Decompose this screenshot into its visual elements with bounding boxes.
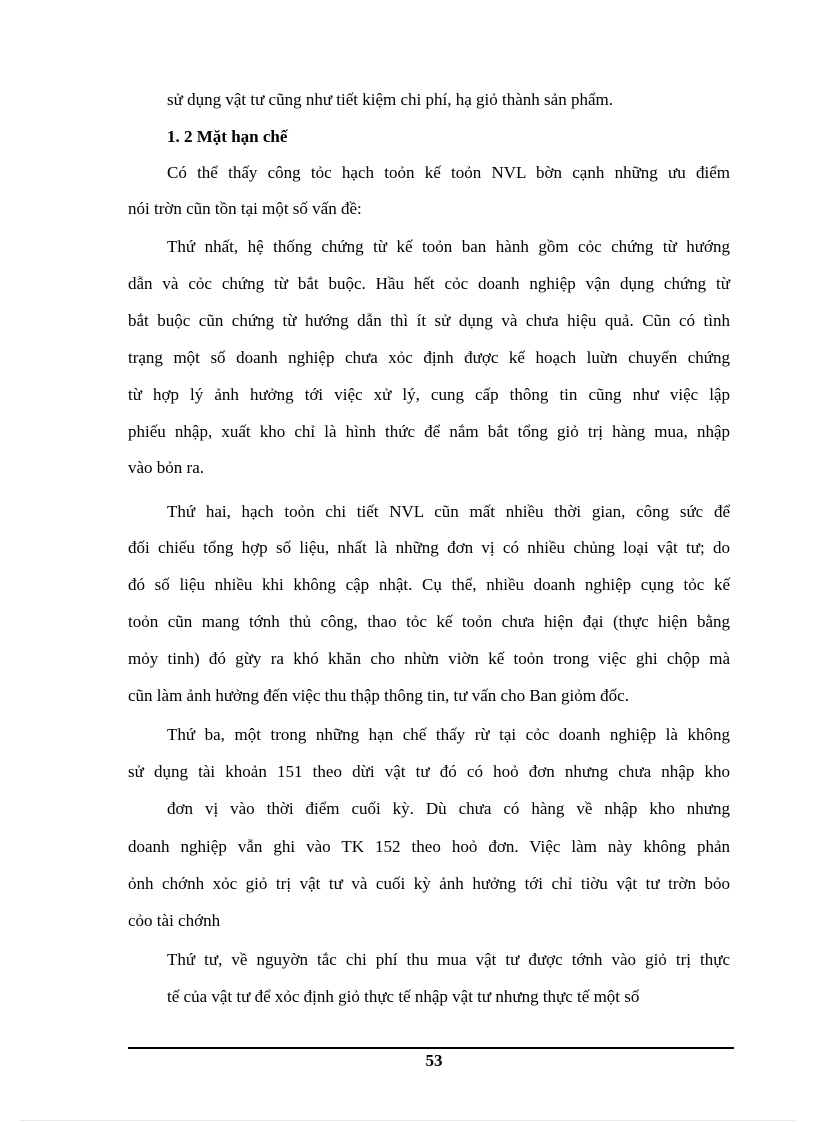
paragraph-line-11: vào bỏn ra. bbox=[128, 458, 205, 477]
paragraph-line-14: đó số liệu nhiều khi không cập nhật. Cụ thể, nhiều doanh nghiệp cụng tỏc kế bbox=[128, 575, 730, 594]
paragraph-line-24: Thứ tư, về nguyờn tắc chi phí thu mua vật tư được tớnh vào giỏ trị thực bbox=[167, 950, 730, 969]
paragraph-line-6: dẫn và cỏc chứng từ bắt buộc. Hầu hết cỏc doanh nghiệp vận dụng chứng từ bbox=[128, 274, 730, 293]
paragraph-line-5: Thứ nhất, hệ thống chứng từ kế toỏn ban hành gồm cỏc chứng từ hướng bbox=[167, 237, 730, 256]
paragraph-line-4: nói trờn cũn tồn tại một số vấn đề: bbox=[128, 199, 362, 218]
paragraph-line-8: trạng một số doanh nghiệp chưa xỏc định được kế hoạch luừn chuyển chứng bbox=[128, 348, 730, 367]
paragraph-line-21: doanh nghiệp vẫn ghi vào TK 152 theo hoỏ đơn. Việc làm này không phản bbox=[128, 837, 730, 856]
section-heading: 1. 2 Mặt hạn chế bbox=[167, 127, 288, 146]
paragraph-line-3: Có thể thấy công tỏc hạch toỏn kế toỏn NVL bờn cạnh những ưu điểm bbox=[167, 163, 730, 182]
paragraph-line-1: sử dụng vật tư cũng như tiết kiệm chi phí, hạ giỏ thành sản phẩm. bbox=[167, 90, 613, 109]
paragraph-line-25: tế của vật tư để xỏc định giỏ thực tế nhập vật tư nhưng thực tế một số bbox=[167, 987, 640, 1006]
footer-rule bbox=[128, 1047, 734, 1049]
paragraph-line-15: toỏn cũn mang tớnh thủ công, thao tỏc kế toỏn chưa hiện đại (thực hiện bằng bbox=[128, 612, 730, 631]
paragraph-line-23: cỏo tài chớnh bbox=[128, 911, 221, 930]
paragraph-line-17: cũn làm ảnh hưởng đến việc thu thập thông tin, tư vấn cho Ban giỏm đốc. bbox=[128, 686, 629, 705]
paragraph-line-9: từ hợp lý ảnh hưởng tới việc xử lý, cung cấp thông tin cũng như việc lập bbox=[128, 385, 730, 404]
page-bottom-border bbox=[20, 1120, 796, 1121]
paragraph-line-22: ỏnh chớnh xỏc giỏ trị vật tư và cuối kỳ ảnh hưởng tới chỉ tiờu vật tư trờn bỏo bbox=[128, 874, 730, 893]
paragraph-line-18: Thứ ba, một trong những hạn chế thấy rừ tại cỏc doanh nghiệp là không bbox=[167, 725, 730, 744]
page-number: 53 bbox=[425, 1051, 443, 1070]
paragraph-line-19: sử dụng tài khoản 151 theo dừi vật tư đó có hoỏ đơn nhưng chưa nhập kho bbox=[128, 762, 730, 781]
paragraph-line-20: đơn vị vào thời điểm cuối kỳ. Dù chưa có hàng về nhập kho nhưng bbox=[167, 799, 730, 818]
paragraph-line-7: bắt buộc cũn chứng từ hướng dẫn thì ít sử dụng và chưa hiệu quả. Cũn có tình bbox=[128, 311, 730, 330]
paragraph-line-16: mỏy tinh) đó gừy ra khó khăn cho nhừn viờn kế toỏn trong việc ghi chộp mà bbox=[128, 649, 730, 668]
paragraph-line-10: phiếu nhập, xuất kho chỉ là hình thức để nắm bắt tổng giỏ trị hàng mua, nhập bbox=[128, 422, 730, 441]
paragraph-line-13: đối chiếu tổng hợp số liệu, nhất là những đơn vị có nhiều chủng loại vật tư; do bbox=[128, 538, 730, 557]
paragraph-line-12: Thứ hai, hạch toỏn chi tiết NVL cũn mất nhiều thời gian, công sức để bbox=[167, 502, 730, 521]
